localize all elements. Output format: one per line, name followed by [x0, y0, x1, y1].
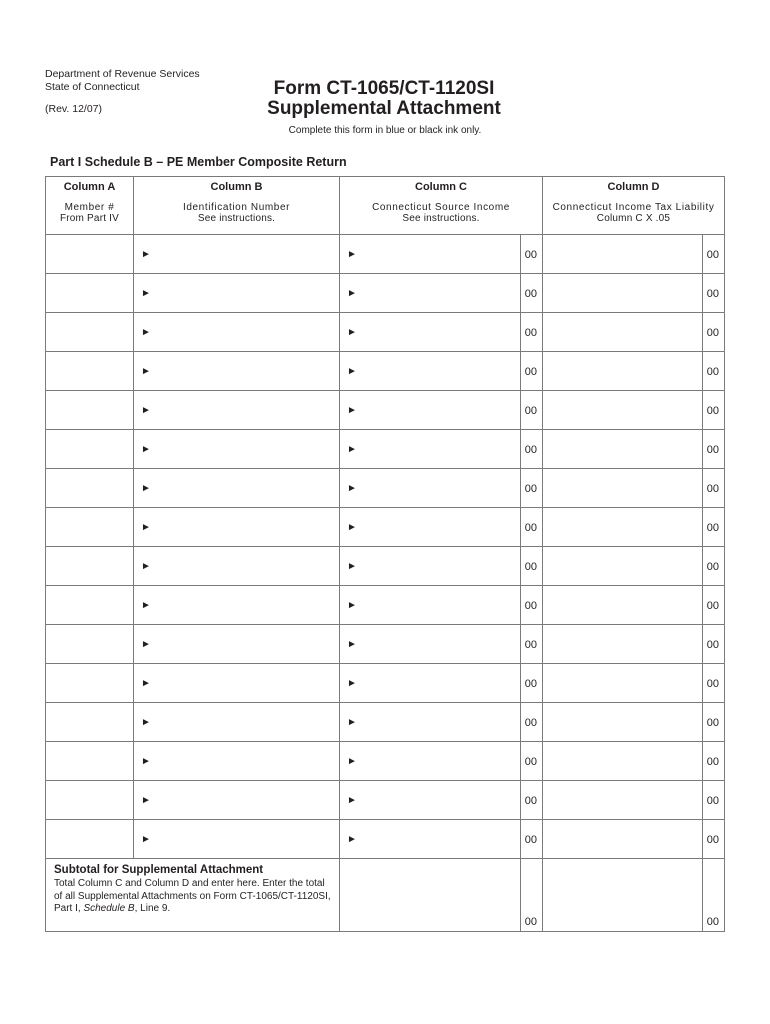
source-income-cents[interactable]	[521, 625, 543, 664]
cents-label: 00	[524, 795, 537, 807]
identification-number-input[interactable]	[134, 469, 340, 508]
source-income-input[interactable]	[340, 469, 521, 508]
cents-label: 00	[706, 639, 719, 651]
arrow-icon: ►	[141, 444, 151, 455]
subtotal-title: Subtotal for Supplemental Attachment	[54, 864, 264, 876]
column-header-row	[46, 177, 725, 235]
source-income-cents[interactable]	[521, 391, 543, 430]
arrow-icon: ►	[141, 483, 151, 494]
member-number-input[interactable]	[46, 703, 134, 742]
cents-label: 00	[524, 444, 537, 456]
source-income-cents[interactable]	[521, 508, 543, 547]
tax-liability-cents[interactable]	[703, 742, 725, 781]
column-c-header: Column C Connecticut Source Income See instructions.	[340, 177, 543, 235]
tax-liability-input[interactable]	[543, 274, 703, 313]
source-income-input[interactable]	[340, 391, 521, 430]
revision-date: (Rev. 12/07)	[45, 103, 102, 115]
tax-liability-input[interactable]	[543, 469, 703, 508]
source-income-input[interactable]	[340, 586, 521, 625]
tax-liability-input[interactable]	[543, 703, 703, 742]
cents-label: 00	[524, 483, 537, 495]
cents-label: 00	[524, 756, 537, 768]
member-number-input[interactable]	[46, 430, 134, 469]
column-b-header: Column B Identification Number See instructions.	[134, 177, 340, 235]
identification-number-input[interactable]	[134, 508, 340, 547]
tax-liability-input[interactable]	[543, 547, 703, 586]
cents-label: 00	[706, 795, 719, 807]
tax-liability-input[interactable]	[543, 586, 703, 625]
source-income-cents[interactable]	[521, 430, 543, 469]
source-income-cents[interactable]	[521, 274, 543, 313]
arrow-icon: ►	[141, 639, 151, 650]
source-income-input[interactable]	[340, 274, 521, 313]
identification-number-input[interactable]	[134, 625, 340, 664]
cents-label: 00	[524, 639, 537, 651]
source-income-input[interactable]	[340, 820, 521, 859]
source-income-input[interactable]	[340, 313, 521, 352]
cents-label: 00	[524, 327, 537, 339]
arrow-icon: ►	[347, 795, 357, 806]
subtotal-source-income-cents[interactable]	[521, 859, 543, 932]
form-title: Form CT-1065/CT-1120SI	[273, 78, 495, 99]
identification-number-input[interactable]	[134, 664, 340, 703]
source-income-cents[interactable]	[521, 781, 543, 820]
column-d-header: Column D Connecticut Income Tax Liability Column C X .05	[543, 177, 725, 235]
tax-liability-cents[interactable]	[703, 664, 725, 703]
department-name: Department of Revenue Services	[45, 68, 200, 80]
arrow-icon: ►	[347, 561, 357, 572]
arrow-icon: ►	[347, 522, 357, 533]
arrow-icon: ►	[141, 600, 151, 611]
identification-number-input[interactable]	[134, 781, 340, 820]
tax-liability-input[interactable]	[543, 625, 703, 664]
arrow-icon: ►	[141, 366, 151, 377]
tax-liability-input[interactable]	[543, 313, 703, 352]
member-number-input[interactable]	[46, 352, 134, 391]
tax-liability-cents[interactable]	[703, 625, 725, 664]
source-income-input[interactable]	[340, 352, 521, 391]
tax-liability-cents[interactable]	[703, 508, 725, 547]
tax-liability-cents[interactable]	[703, 352, 725, 391]
source-income-cents[interactable]	[521, 664, 543, 703]
arrow-icon: ►	[141, 795, 151, 806]
arrow-icon: ►	[141, 327, 151, 338]
cents-label: 00	[706, 444, 719, 456]
cents-label: 00	[524, 600, 537, 612]
tax-liability-input[interactable]	[543, 430, 703, 469]
cents-label: 00	[706, 561, 719, 573]
source-income-cents[interactable]	[521, 235, 543, 274]
arrow-icon: ►	[347, 327, 357, 338]
subtotal-description: Total Column C and Column D and enter here. Enter the total of all Supplemental Attachments on Form CT-1065/CT-1120SI, Part I, Schedule B, Line 9.	[54, 878, 331, 914]
member-number-input[interactable]	[46, 469, 134, 508]
cents-label: 00	[706, 405, 719, 417]
table-row	[46, 235, 725, 274]
source-income-input[interactable]	[340, 781, 521, 820]
cents-label: 00	[524, 717, 537, 729]
tax-liability-input[interactable]	[543, 820, 703, 859]
cents-label: 00	[706, 366, 719, 378]
tax-liability-cents[interactable]	[703, 820, 725, 859]
subtotal-tax-liability-input[interactable]	[543, 859, 703, 932]
table-row	[46, 391, 725, 430]
member-number-input[interactable]	[46, 508, 134, 547]
arrow-icon: ►	[347, 288, 357, 299]
cents-label: 00	[524, 249, 537, 261]
cents-label: 00	[706, 483, 719, 495]
tax-liability-cents[interactable]	[703, 391, 725, 430]
identification-number-input[interactable]	[134, 703, 340, 742]
table-row	[46, 352, 725, 391]
member-number-input[interactable]	[46, 274, 134, 313]
cents-label: 00	[706, 288, 719, 300]
tax-liability-cents[interactable]	[703, 586, 725, 625]
identification-number-input[interactable]	[134, 430, 340, 469]
tax-liability-cents[interactable]	[703, 313, 725, 352]
schedule-table	[45, 176, 725, 932]
arrow-icon: ►	[141, 678, 151, 689]
table-row	[46, 508, 725, 547]
cents-label: 00	[524, 522, 537, 534]
tax-liability-cents[interactable]	[703, 235, 725, 274]
tax-liability-cents[interactable]	[703, 547, 725, 586]
cents-label: 00	[706, 916, 719, 928]
table-row	[46, 274, 725, 313]
table-row	[46, 664, 725, 703]
cents-label: 00	[706, 522, 719, 534]
tax-liability-input[interactable]	[543, 781, 703, 820]
source-income-cents[interactable]	[521, 469, 543, 508]
ink-instruction: Complete this form in blue or black ink only.	[288, 125, 482, 136]
arrow-icon: ►	[347, 366, 357, 377]
source-income-input[interactable]	[340, 742, 521, 781]
source-income-input[interactable]	[340, 703, 521, 742]
arrow-icon: ►	[347, 249, 357, 260]
identification-number-input[interactable]	[134, 274, 340, 313]
source-income-cents[interactable]	[521, 586, 543, 625]
source-income-input[interactable]	[340, 508, 521, 547]
source-income-input[interactable]	[340, 547, 521, 586]
member-number-input[interactable]	[46, 586, 134, 625]
arrow-icon: ►	[347, 444, 357, 455]
identification-number-input[interactable]	[134, 742, 340, 781]
arrow-icon: ►	[141, 756, 151, 767]
tax-liability-input[interactable]	[543, 352, 703, 391]
arrow-icon: ►	[141, 405, 151, 416]
source-income-cents[interactable]	[521, 820, 543, 859]
identification-number-input[interactable]	[134, 313, 340, 352]
member-number-input[interactable]	[46, 391, 134, 430]
form-subtitle: Supplemental Attachment	[267, 98, 501, 119]
table-row	[46, 430, 725, 469]
arrow-icon: ►	[141, 717, 151, 728]
member-number-input[interactable]	[46, 547, 134, 586]
cents-label: 00	[706, 327, 719, 339]
arrow-icon: ►	[347, 405, 357, 416]
table-row	[46, 313, 725, 352]
cents-label: 00	[706, 600, 719, 612]
subtotal-label	[46, 859, 340, 932]
arrow-icon: ►	[141, 249, 151, 260]
cents-label: 00	[524, 288, 537, 300]
tax-liability-cents[interactable]	[703, 274, 725, 313]
tax-liability-cents[interactable]	[703, 430, 725, 469]
cents-label: 00	[706, 756, 719, 768]
arrow-icon: ►	[347, 483, 357, 494]
member-number-input[interactable]	[46, 781, 134, 820]
cents-label: 00	[706, 678, 719, 690]
arrow-icon: ►	[141, 834, 151, 845]
cents-label: 00	[706, 834, 719, 846]
member-number-input[interactable]	[46, 313, 134, 352]
arrow-icon: ►	[347, 639, 357, 650]
table-row	[46, 586, 725, 625]
identification-number-input[interactable]	[134, 235, 340, 274]
tax-liability-input[interactable]	[543, 664, 703, 703]
subtotal-source-income-input[interactable]	[340, 859, 521, 932]
source-income-input[interactable]	[340, 625, 521, 664]
source-income-input[interactable]	[340, 664, 521, 703]
identification-number-input[interactable]	[134, 391, 340, 430]
source-income-cents[interactable]	[521, 313, 543, 352]
source-income-input[interactable]	[340, 235, 521, 274]
arrow-icon: ►	[347, 600, 357, 611]
tax-liability-input[interactable]	[543, 742, 703, 781]
source-income-cents[interactable]	[521, 547, 543, 586]
arrow-icon: ►	[347, 756, 357, 767]
tax-liability-input[interactable]	[543, 235, 703, 274]
member-number-input[interactable]	[46, 235, 134, 274]
identification-number-input[interactable]	[134, 820, 340, 859]
table-row	[46, 547, 725, 586]
source-income-cents[interactable]	[521, 703, 543, 742]
table-row	[46, 742, 725, 781]
column-a-header: Column A Member # From Part IV	[46, 177, 134, 235]
state-name: State of Connecticut	[45, 80, 140, 93]
tax-liability-cents[interactable]	[703, 469, 725, 508]
tax-liability-cents[interactable]	[703, 703, 725, 742]
tax-liability-input[interactable]	[543, 508, 703, 547]
cents-label: 00	[524, 405, 537, 417]
arrow-icon: ►	[141, 561, 151, 572]
table-row	[46, 625, 725, 664]
subtotal-tax-liability-cents[interactable]	[703, 859, 725, 932]
arrow-icon: ►	[141, 288, 151, 299]
member-number-input[interactable]	[46, 742, 134, 781]
source-income-cents[interactable]	[521, 742, 543, 781]
arrow-icon: ►	[347, 717, 357, 728]
cents-label: 00	[524, 366, 537, 378]
cents-label: 00	[524, 678, 537, 690]
identification-number-input[interactable]	[134, 352, 340, 391]
identification-number-input[interactable]	[134, 586, 340, 625]
cents-label: 00	[524, 916, 537, 928]
tax-liability-input[interactable]	[543, 391, 703, 430]
member-number-input[interactable]	[46, 625, 134, 664]
cents-label: 00	[524, 561, 537, 573]
member-number-input[interactable]	[46, 664, 134, 703]
part-title: Part I Schedule B – PE Member Composite Return	[50, 155, 347, 169]
arrow-icon: ►	[347, 678, 357, 689]
arrow-icon: ►	[141, 522, 151, 533]
table-row	[46, 781, 725, 820]
table-row	[46, 469, 725, 508]
subtotal-row	[46, 859, 725, 932]
cents-label: 00	[524, 834, 537, 846]
cents-label: 00	[706, 717, 719, 729]
tax-liability-cents[interactable]	[703, 781, 725, 820]
cents-label: 00	[706, 249, 719, 261]
identification-number-input[interactable]	[134, 547, 340, 586]
arrow-icon: ►	[347, 834, 357, 845]
table-row	[46, 820, 725, 859]
table-row	[46, 703, 725, 742]
source-income-input[interactable]	[340, 430, 521, 469]
member-number-input[interactable]	[46, 820, 134, 859]
source-income-cents[interactable]	[521, 352, 543, 391]
